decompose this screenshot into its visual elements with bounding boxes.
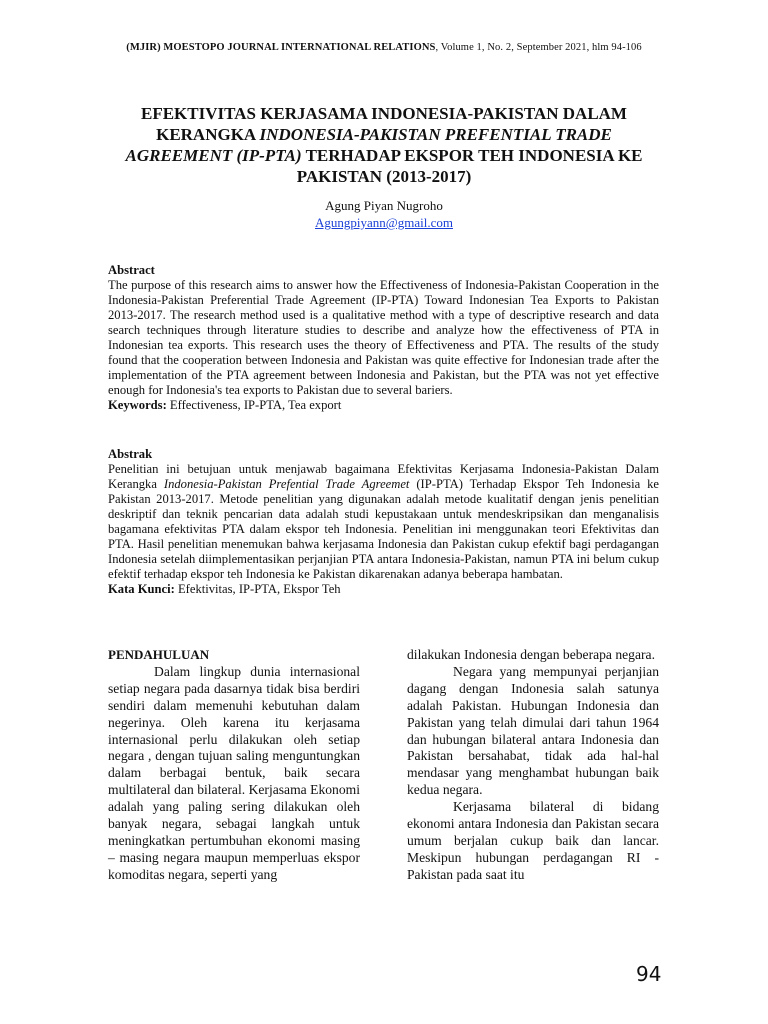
kata-kunci-label: Kata Kunci: bbox=[108, 582, 175, 596]
intro-paragraph-1-continued: dilakukan Indonesia dengan beberapa negara. bbox=[407, 647, 655, 662]
author-name: Agung Piyan Nugroho bbox=[325, 198, 443, 213]
paper-title bbox=[108, 103, 660, 187]
title-italic: INDONESIA-PAKISTAN PREFENTIAL TRADE AGREEMENT (IP-PTA) bbox=[125, 125, 612, 165]
abstrak-body-italic: Indonesia-Pakistan Prefential Trade Agreemet bbox=[163, 477, 410, 491]
abstract-keywords bbox=[108, 398, 659, 413]
abstrak-body-before: Penelitian ini betujuan untuk menjawab bagaimana Efektivitas Kerjasama Indonesia-Pakistan Dalam Kerangka bbox=[108, 462, 659, 491]
abstract-heading: Abstract bbox=[108, 263, 155, 277]
abstrak-heading: Abstrak bbox=[108, 447, 153, 461]
title-part-1: EFEKTIVITAS KERJASAMA INDONESIA-PAKISTAN DALAM KERANGKA bbox=[141, 104, 627, 144]
journal-name: (MJIR) MOESTOPO JOURNAL INTERNATIONAL RELATIONS bbox=[126, 42, 436, 53]
intro-paragraph-3: Kerjasama bilateral di bidang ekonomi antara Indonesia dan Pakistan secara umum berjalan cukup baik dan lancar. Meskipun hubungan perdagangan RI - Pakistan pada saat itu bbox=[407, 799, 659, 882]
abstract-indonesian bbox=[108, 447, 659, 597]
title-part-2: TERHADAP EKSPOR TEH INDONESIA KE PAKISTAN (2013-2017) bbox=[296, 146, 643, 186]
intro-paragraph-1: Dalam lingkup dunia internasional setiap negara pada dasarnya tidak bisa berdiri sendiri dalam memenuhi kebutuhan dalam negerinya. Oleh karena itu kerjasama internasional perlu dilakukan oleh setiap negara , dengan tujuan saling menguntungkan dalam berbagai bentuk, baik secara multilateral dan bilateral. Kerjasama Ekonomi adalah yang paling sering dilakukan oleh banyak negara, sebagai langkah untuk meningkatkan pertumbuhan ekonomi masing – masing negara maupun memperluas ekspor komoditas negara, seperti yang bbox=[108, 663, 360, 882]
abstrak-body-after: (IP-PTA) Terhadap Ekspor Teh Indonesia ke Pakistan 2013-2017. Metode penelitian yang digunakan adalah metode kualitatif dengan jenis penelitian deskriptif dan teknik pencarian data adalah studi kepustakaan untuk mendeskripsikan dan menganalisis bagamana efektivitas PTA dalam ekspor teh Indonesia. Penelitian ini menggunakan teori Efektivitas dan PTA. Hasil penelitian menemukan bahwa kerjasama Indonesia dan Pakistan cukup efektif bagi perdagangan Indonesia setelah diimplementasikan perjanjian PTA antara Indonesia-Pakistan, namun PTA ini belum cukup efektif terhadap ekspor teh Indonesia ke Pakistan dikarenakan adanya beberapa hambatan. bbox=[108, 477, 659, 581]
running-header bbox=[0, 42, 768, 53]
journal-details: , Volume 1, No. 2, September 2021, hlm 94-106 bbox=[435, 42, 642, 53]
abstrak-body bbox=[108, 462, 659, 582]
keywords-value: Effectiveness, IP-PTA, Tea export bbox=[166, 398, 342, 412]
intro-paragraph-2: Negara yang mempunyai perjanjian dagang dengan Indonesia salah satunya adalah Pakistan. Hubungan Indonesia dan Pakistan yang telah dimulai dari tahun 1964 dan hubungan bilateral antara Indonesia dan Pakistan bersahabat, tidak ada hal-hal mendasar yang menghambat hubungan baik kedua negara. bbox=[407, 663, 659, 798]
body-column-left bbox=[108, 647, 360, 884]
body-column-right bbox=[407, 647, 659, 884]
keywords-label: Keywords: bbox=[108, 398, 167, 412]
abstract-body: The purpose of this research aims to answer how the Effectiveness of Indonesia-Pakistan Cooperation in the Indonesia-Pakistan Preferential Trade Agreement (IP-PTA) Toward Indonesian Tea Exports to Pakistan 2013-2017. The research method used is a qualitative method with a type of descriptive research and data search techniques through literature studies to describe and analyze how the effectiveness of PTA in Indonesian tea exports. This research uses the theory of Effectiveness and PTA. The results of the study found that the cooperation between Indonesia and Pakistan was quite effective for Indonesian trade after the implementation of the PTA agreement between Indonesia and Pakistan, but the PTA was not yet effective enough for Indonesia's tea exports to Pakistan due to several bariers. bbox=[108, 278, 659, 397]
author-email-link[interactable]: Agungpiyann@gmail.com bbox=[315, 215, 453, 230]
page-number: 94 bbox=[636, 962, 662, 986]
kata-kunci-value: Efektivitas, IP-PTA, Ekspor Teh bbox=[174, 582, 341, 596]
author-email-line bbox=[0, 215, 768, 231]
abstrak-keywords bbox=[108, 582, 659, 597]
abstract-english bbox=[108, 263, 659, 413]
section-heading-pendahuluan: PENDAHULUAN bbox=[108, 647, 210, 662]
